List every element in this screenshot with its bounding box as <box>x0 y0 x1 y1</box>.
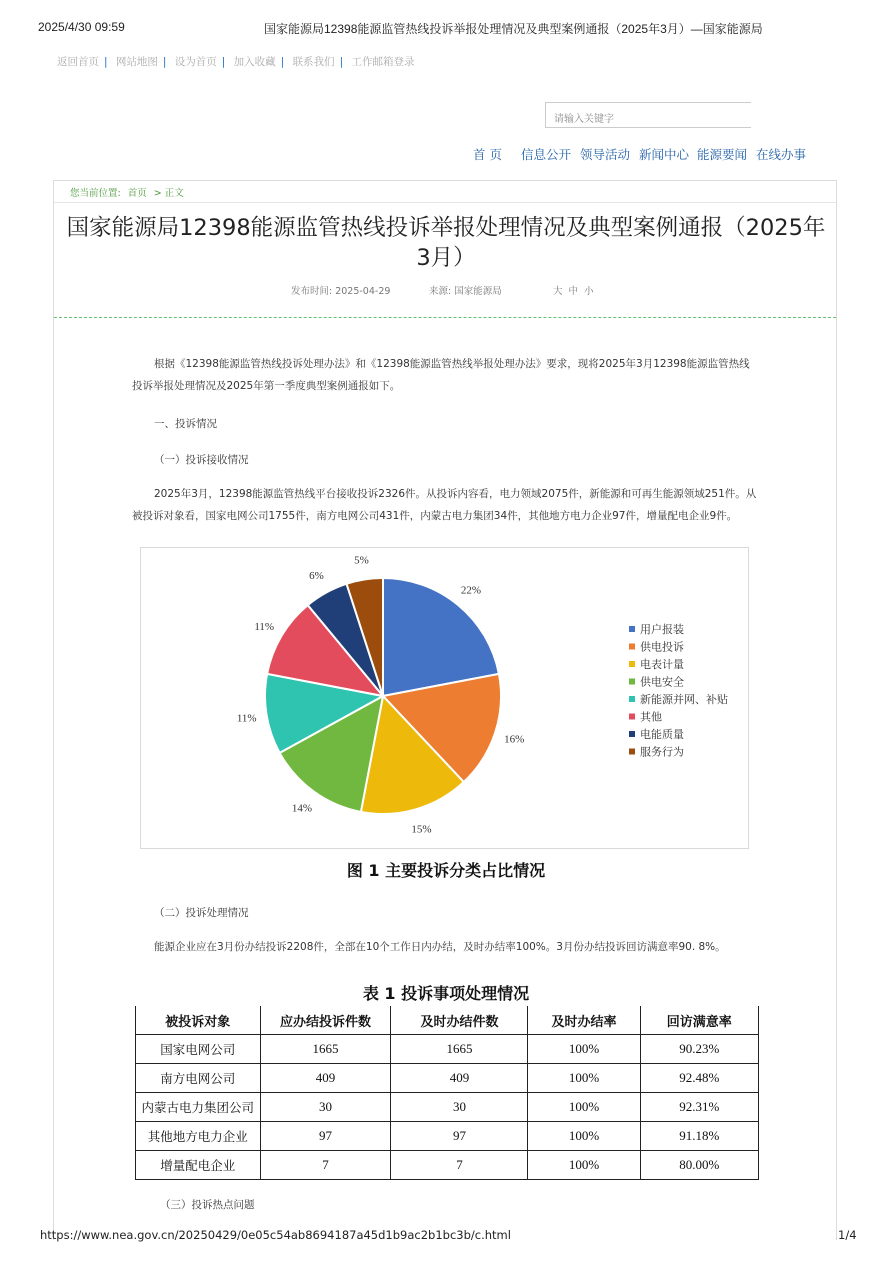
table-cell: 100% <box>528 1151 640 1180</box>
nav-separator: | <box>162 56 167 68</box>
table-header-cell: 应办结投诉件数 <box>260 1006 391 1035</box>
publish-time <box>291 283 390 297</box>
legend-entry: 供电安全 <box>640 675 684 689</box>
table-header-cell: 被投诉对象 <box>136 1006 261 1035</box>
table-cell: 国家电网公司 <box>136 1035 261 1064</box>
nav-separator: | <box>280 56 285 68</box>
table-cell: 97 <box>391 1122 528 1151</box>
search-input[interactable]: 请输入关键字 <box>545 102 751 128</box>
legend-swatch <box>629 644 635 650</box>
table-cell: 92.48% <box>640 1064 758 1093</box>
table-cell: 100% <box>528 1093 640 1122</box>
table-caption: 表 1 投诉事项处理情况 <box>362 984 530 1003</box>
table-row <box>136 1064 759 1093</box>
table-cell: 南方电网公司 <box>136 1064 261 1093</box>
section-heading-complaints: 一、投诉情况 <box>154 418 217 430</box>
pie-data-label: 11% <box>254 620 275 633</box>
table-cell: 1665 <box>391 1035 528 1064</box>
table-cell: 7 <box>260 1151 391 1180</box>
legend-swatch <box>629 714 635 720</box>
legend-swatch <box>629 749 635 755</box>
source-label: 来源: <box>429 286 452 297</box>
legend-swatch <box>629 679 635 685</box>
table-row <box>136 1093 759 1122</box>
table-cell: 增量配电企业 <box>136 1151 261 1180</box>
page-title: 国家能源局12398能源监管热线投诉举报处理情况及典型案例通报（2025年3月） <box>66 215 826 271</box>
table-cell: 409 <box>391 1064 528 1093</box>
pie-data-label: 14% <box>291 802 312 815</box>
table-header-cell: 及时办结件数 <box>391 1006 528 1035</box>
subheading-complaint-handling: （二）投诉处理情况 <box>154 907 249 919</box>
handling-paragraph: 能源企业应在3月份办结投诉2208件，全部在10个工作日内办结，及时办结率100%。3月份办结投诉回访满意率90. 8%。 <box>154 941 726 953</box>
table-row <box>136 1035 759 1064</box>
breadcrumb-divider <box>54 202 836 203</box>
legend-entry: 供电投诉 <box>640 640 684 654</box>
source-value: 国家能源局 <box>454 286 502 297</box>
print-datetime: 2025/4/30 09:59 <box>38 20 125 34</box>
breadcrumb-current: > 正文 <box>153 188 184 199</box>
top-nav-email-login-link[interactable]: 工作邮箱登录 <box>351 56 415 68</box>
top-nav-home-link[interactable]: 返回首页 <box>57 56 99 68</box>
pie-chart <box>141 548 748 848</box>
table-cell: 90.23% <box>640 1035 758 1064</box>
legend-entry: 服务行为 <box>640 745 684 759</box>
pie-data-label: 22% <box>460 584 482 597</box>
legend-swatch <box>629 731 635 737</box>
print-doc-title: 国家能源局12398能源监管热线投诉举报处理情况及典型案例通报（2025年3月）—国家能源局 <box>264 22 763 36</box>
main-nav-home[interactable]: 首 页 <box>473 147 502 162</box>
subheading-complaint-receipt: （一）投诉接收情况 <box>154 454 249 466</box>
table-cell: 30 <box>260 1093 391 1122</box>
table-cell: 其他地方电力企业 <box>136 1122 261 1151</box>
pie-data-label: 5% <box>354 554 369 567</box>
table-cell: 91.18% <box>640 1122 758 1151</box>
table-cell: 100% <box>528 1122 640 1151</box>
legend-entry: 用户报装 <box>640 623 684 636</box>
table-cell: 30 <box>391 1093 528 1122</box>
pie-data-label: 16% <box>504 733 525 746</box>
top-nav-sitemap-link[interactable]: 网站地图 <box>115 56 158 68</box>
main-nav-energy-news[interactable]: 能源要闻 <box>697 147 748 162</box>
receipt-paragraph: 2025年3月，12398能源监管热线平台接收投诉2326件。从投诉内容看，电力领域2075件，新能源和可再生能源领域251件。从被投诉对象看，国家电网公司1755件，南方电网公司431件，内蒙古电力集团34件，其他地方电力企业97件，增量配电企业9件。 <box>132 488 757 522</box>
main-nav <box>0 145 892 163</box>
breadcrumb-prefix: 您当前位置: <box>70 188 121 199</box>
legend-swatch <box>629 626 635 632</box>
table-header-cell: 回访满意率 <box>640 1006 758 1035</box>
footer-page-number: 1/4 <box>838 1228 857 1242</box>
table-cell: 100% <box>528 1064 640 1093</box>
legend-swatch <box>629 696 635 702</box>
legend-swatch <box>629 661 635 667</box>
breadcrumb-home-link[interactable]: 首页 <box>127 188 147 199</box>
table-cell: 内蒙古电力集团公司 <box>136 1093 261 1122</box>
subheading-hot-issues: （三）投诉热点问题 <box>160 1199 255 1211</box>
table-row <box>136 1122 759 1151</box>
main-nav-online-services[interactable]: 在线办事 <box>756 147 807 162</box>
table-header-cell: 及时办结率 <box>528 1006 640 1035</box>
table-cell: 1665 <box>260 1035 391 1064</box>
publish-time-label: 发布时间: <box>291 286 333 297</box>
intro-paragraph: 根据《12398能源监管热线投诉处理办法》和《12398能源监管热线举报处理办法》要求，现将2025年3月12398能源监管热线投诉举报处理情况及2025年第一季度典型案例通报如下。 <box>132 358 750 392</box>
title-divider <box>54 317 836 318</box>
legend-entry: 其他 <box>640 710 662 724</box>
table-header-row <box>136 1006 759 1035</box>
top-nav-favorite-link[interactable]: 加入收藏 <box>233 56 276 68</box>
nav-separator: | <box>339 56 344 68</box>
nav-separator: | <box>221 56 226 68</box>
table-cell: 80.00% <box>640 1151 758 1180</box>
table-cell: 97 <box>260 1122 391 1151</box>
top-nav-contact-link[interactable]: 联系我们 <box>292 56 335 68</box>
source <box>429 283 502 297</box>
legend-entry: 电能质量 <box>640 728 684 741</box>
publish-time-value: 2025-04-29 <box>335 286 391 297</box>
pie-data-label: 15% <box>411 823 432 836</box>
font-size-switcher[interactable]: 大 中 小 <box>553 286 594 297</box>
nav-separator: | <box>104 56 108 68</box>
main-nav-leadership[interactable]: 领导活动 <box>580 147 631 162</box>
main-nav-news-center[interactable]: 新闻中心 <box>639 147 690 162</box>
figure-caption: 图 1 主要投诉分类占比情况 <box>346 861 546 880</box>
legend-entry: 电表计量 <box>640 658 684 671</box>
table-cell: 7 <box>391 1151 528 1180</box>
pie-data-label: 11% <box>236 712 257 725</box>
table-cell: 92.31% <box>640 1093 758 1122</box>
pie-chart-container <box>140 547 749 849</box>
legend-entry: 新能源并网、补贴 <box>640 693 728 706</box>
top-nav-set-homepage-link[interactable]: 设为首页 <box>174 56 217 68</box>
pie-data-label: 6% <box>309 570 324 583</box>
complaint-handling-table <box>135 1006 759 1180</box>
main-nav-info-disclosure[interactable]: 信息公开 <box>521 147 572 162</box>
table-row <box>136 1151 759 1180</box>
top-utility-nav <box>57 54 414 69</box>
table-cell: 100% <box>528 1035 640 1064</box>
breadcrumb <box>70 185 184 199</box>
footer-url: https://www.nea.gov.cn/20250429/0e05c54ab8694187a45d1b9ac2b1bc3b/c.html <box>40 1228 511 1242</box>
table-cell: 409 <box>260 1064 391 1093</box>
